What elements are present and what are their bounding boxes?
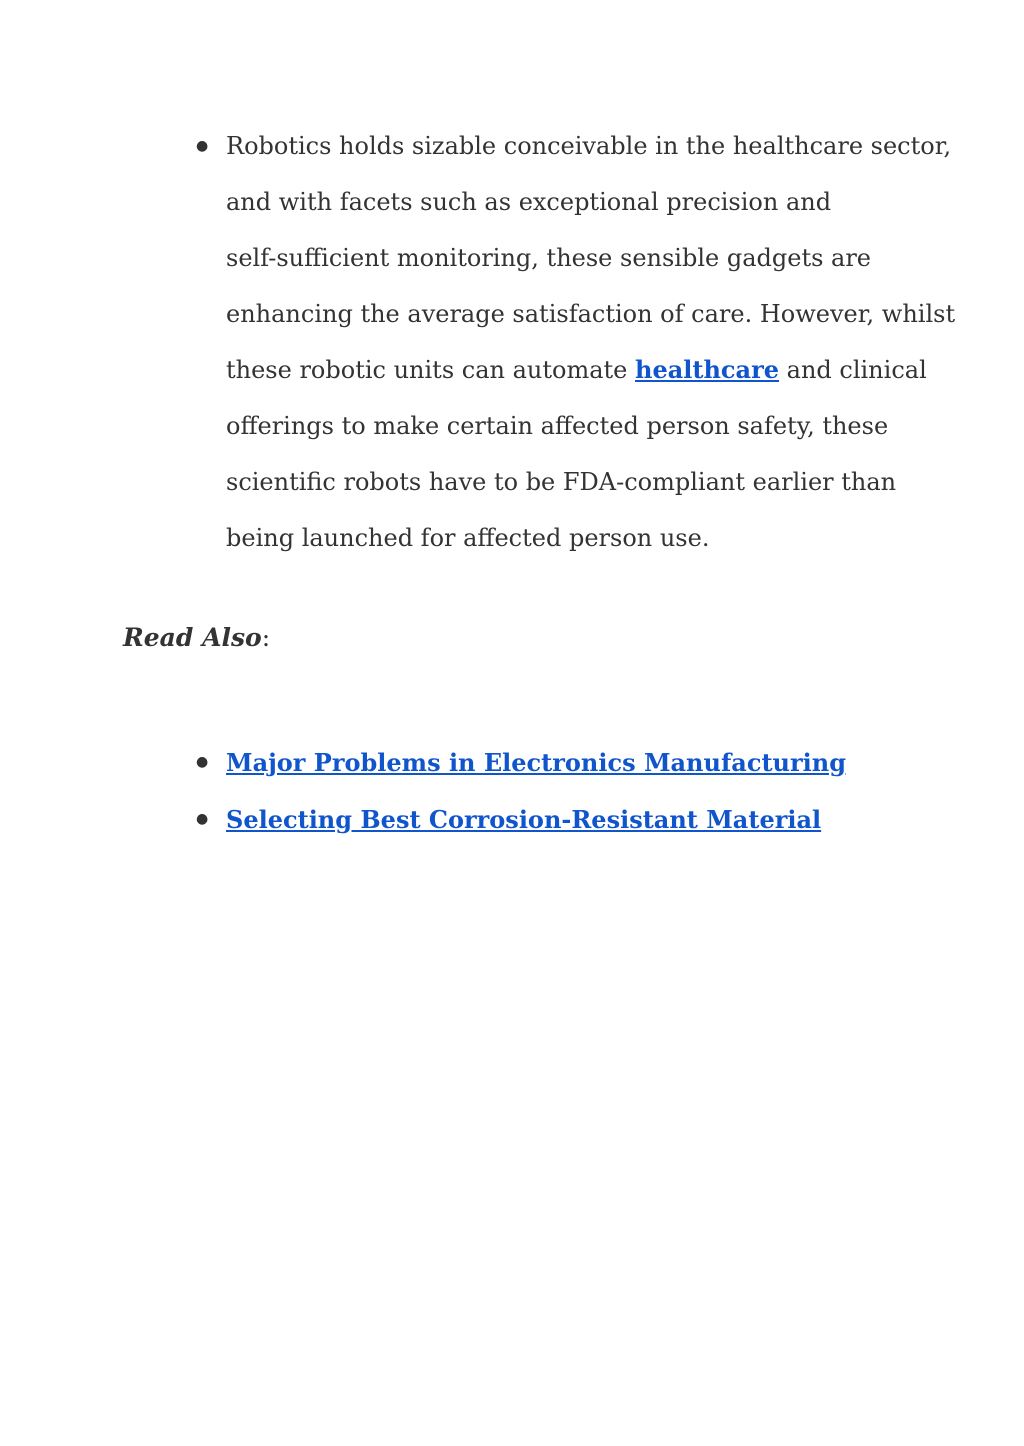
related-link-electronics[interactable]: Major Problems in Electronics Manufacturing [226, 748, 846, 777]
read-also-label: Read Also [123, 623, 262, 652]
related-link-corrosion[interactable]: Selecting Best Corrosion-Resistant Material [226, 805, 822, 834]
paragraph-line-with-link [226, 342, 927, 398]
bullet-dot-icon: ● [196, 811, 209, 827]
healthcare-link[interactable]: healthcare [635, 355, 779, 384]
paragraph-line: offerings to make certain affected person safety, these [226, 412, 889, 440]
robotics-bullet [196, 118, 956, 566]
paragraph-line: and with facets such as exceptional precision and [226, 188, 832, 216]
related-links-list [196, 734, 846, 848]
robotics-paragraph [226, 118, 956, 566]
read-also-heading [123, 614, 270, 662]
paragraph-text-before-link: these robotic units can automate [226, 356, 635, 384]
list-item [196, 734, 846, 791]
read-also-colon: : [261, 623, 271, 652]
list-item [196, 791, 846, 848]
paragraph-line: self-sufficient monitoring, these sensible gadgets are [226, 244, 872, 272]
paragraph-line: enhancing the average satisfaction of care. However, whilst [226, 300, 956, 328]
bullet-dot-icon: ● [196, 754, 209, 770]
bullet-row [196, 118, 956, 566]
bullet-dot-icon: ● [196, 138, 209, 154]
paragraph-line: Robotics holds sizable conceivable in the healthcare sector, [226, 132, 952, 160]
paragraph-line: scientific robots have to be FDA-compliant earlier than [226, 468, 897, 496]
paragraph-line: being launched for affected person use. [226, 524, 710, 552]
paragraph-text-after-link: and clinical [779, 356, 927, 384]
